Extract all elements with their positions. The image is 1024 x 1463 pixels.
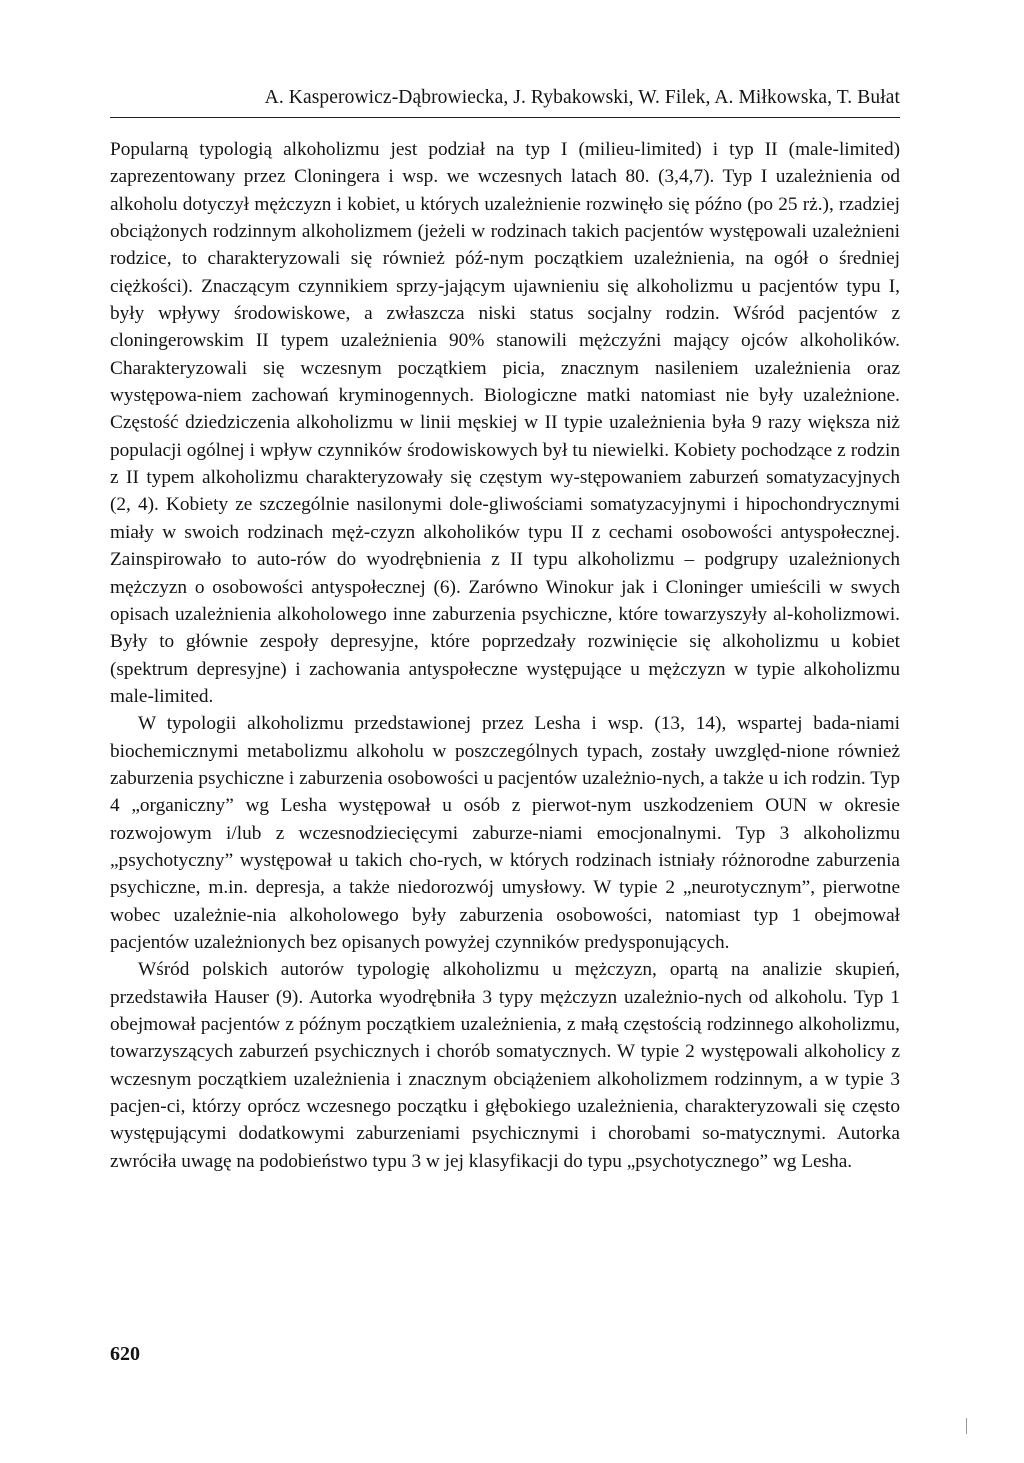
article-body xyxy=(110,136,900,1175)
paragraph-lesh-typology: W typologii alkoholizmu przedstawionej przez Lesha i wsp. (13, 14), wspartej bada-niami biochemicznymi metabolizmu alkoholu w poszczególnych typach, zostały uwzględ-nione również zaburzenia psychiczne i zaburzenia osobowości u pacjentów uzależnio-nych, a także u ich rodzin. Typ 4 „organiczny” wg Lesha występował u osób z pierwot-nym uszkodzeniem OUN w okresie rozwojowym i/lub z wczesnodziecięcymi zaburze-niami emocjonalnymi. Typ 3 alkoholizmu „psychotyczny” występował u takich cho-rych, w których rodzinach istniały różnorodne zaburzenia psychiczne, m.in. depresja, a także niedorozwój umysłowy. W typie 2 „neurotycznym”, pierwotne wobec uzależnie-nia alkoholowego były zaburzenia osobowości, natomiast typ 1 obejmował pacjentów uzależnionych bez opisanych powyżej czynników predysponujących. xyxy=(110,713,900,953)
paragraph-cloninger-typology: Popularną typologią alkoholizmu jest podział na typ I (milieu-limited) i typ II (male-limited) zaprezentowany przez Cloningera i wsp. we wczesnych latach 80. (3,4,7). Typ I uzależnienia od alkoholu dotyczył mężczyzn i kobiet, u których uzależnienie rozwinęło się późno (po 25 rż.), rzadziej obciążonych rodzinnym alkoholizmem (jeżeli w rodzinach takich pacjentów występowali uzależnieni rodzice, to charakteryzowali się również póź-nym początkiem uzależnienia, na ogół o średniej ciężkości). Znaczącym czynnikiem sprzy-jającym ujawnieniu się alkoholizmu u pacjentów typu I, były wpływy środowiskowe, a zwłaszcza niski status socjalny rodzin. Wśród pacjentów z cloningerowskim II typem uzależnienia 90% stanowili mężczyźni mający ojców alkoholików. Charakteryzowali się wczesnym początkiem picia, znacznym nasileniem uzależnienia oraz występowa-niem zachowań kryminogennych. Biologiczne matki natomiast nie były uzależnione. Częstość dziedziczenia alkoholizmu w linii męskiej w II typie uzależnienia była 9 razy większa niż populacji ogólnej i wpływ czynników środowiskowych był tu niewielki. Kobiety pochodzące z rodzin z II typem alkoholizmu charakteryzowały się częstym wy-stępowaniem zaburzeń somatyzacyjnych (2, 4). Kobiety ze szczególnie nasilonymi dole-gliwościami somatyzacyjnymi i hipochondrycznymi miały w swoich rodzinach męż-czyzn alkoholików typu II z cechami osobowości antyspołecznej. Zainspirowało to auto-rów do wyodrębnienia z II typu alkoholizmu – podgrupy uzależnionych mężczyzn o osobowości antyspołecznej (6). Zarówno Winokur jak i Cloninger umieścili w swych opisach uzależnienia alkoholowego inne zaburzenia psychiczne, które towarzyszyły al-koholizmowi. Były to głównie zespoły depresyjne, które poprzedzały rozwinięcie się alkoholizmu u kobiet (spektrum depresyjne) i zachowania antyspołeczne występujące u mężczyzn w typie alkoholizmu male-limited. xyxy=(110,139,900,707)
page-number: 620 xyxy=(110,1343,140,1365)
scan-artifact-mark xyxy=(966,1418,967,1434)
running-head-authors: A. Kasperowicz-Dąbrowiecka, J. Rybakowski, W. Filek, A. Miłkowska, T. Bułat xyxy=(264,87,900,108)
header-rule xyxy=(110,117,900,118)
paragraph-hauser-typology: Wśród polskich autorów typologię alkoholizmu u mężczyzn, opartą na analizie skupień, przedstawiła Hauser (9). Autorka wyodrębniła 3 typy mężczyzn uzależnio-nych od alkoholu. Typ 1 obejmował pacjentów z późnym początkiem uzależnienia, z małą częstością rodzinnego alkoholizmu, towarzyszących zaburzeń psychicznych i chorób somatycznych. W typie 2 występowali alkoholicy z wczesnym początkiem uzależnienia i znacznym obciążeniem alkoholizmem rodzinnym, a w typie 3 pacjen-ci, którzy oprócz wczesnego początku i głębokiego uzależnienia, charakteryzowali się często występującymi dodatkowymi zaburzeniami psychicznymi i chorobami so-matycznymi. Autorka zwróciła uwagę na podobieństwo typu 3 w jej klasyfikacji do typu „psychotycznego” wg Lesha. xyxy=(110,959,900,1172)
